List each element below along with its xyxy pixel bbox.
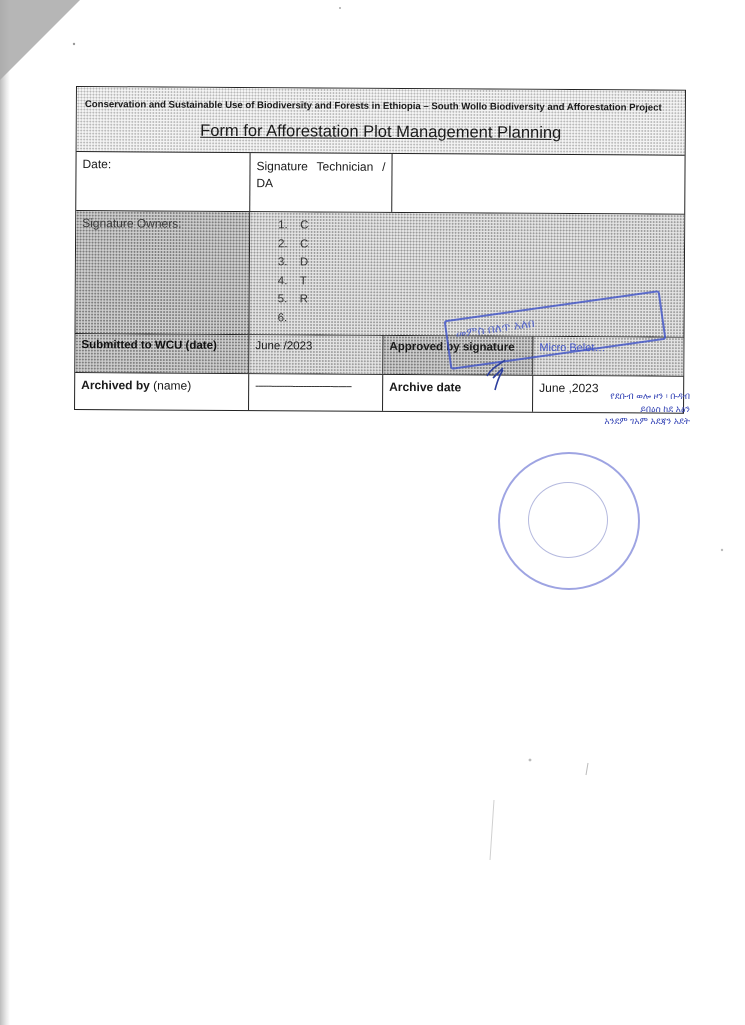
afforestation-form [74,86,686,414]
stamp-note-line: ይበዕስ ከደ አፅን [640,403,690,414]
approved-label: Approved by signature [389,340,515,354]
approved-value: Micro Belet… [539,341,606,355]
submitted-label: Submitted to WCU (date) [81,339,217,352]
folded-page-corner [0,0,80,80]
owner-item: 6. [277,311,288,324]
form-title: Form for Afforestation Plot Management Planning [200,121,562,142]
signature-owners-label: Signature Owners: [82,216,182,231]
project-title: Conservation and Sustainable Use of Biodiversity and Forests in Ethiopia – South Wollo Biodiversity and Afforestation Project [84,99,662,114]
archived-by-label: Archived by [81,378,150,393]
signature-technician-label: Signature Technician / DA [256,159,386,191]
archived-by-value-cell[interactable] [249,374,383,411]
signature-owners-cell [75,211,250,334]
owner-item: 5. R [277,293,309,306]
stamp-note-line: የደቡብ ወሎ ዞን ፡ ቡዳብ [610,391,690,401]
stamp-note-line: አንደም ገአም አደጃን አደት [604,416,690,426]
date-signature-row [76,152,684,215]
signature-technician-value[interactable] [392,154,684,214]
archive-date-label: Archive date [389,379,462,395]
owner-item: 4. T [277,274,307,287]
owner-item: 1. C [278,219,309,232]
submitted-label-cell [75,334,249,373]
submitted-value: June /2023 [255,340,313,353]
owner-item: 3. D [277,256,309,269]
owner-item: 2. C [278,237,309,250]
archived-by-value: ------------------------------------ [255,380,352,393]
signature-technician-cell [250,153,392,212]
archived-by-label-suffix: (name) [149,378,192,393]
approval-stamp-text: መምስ በለጥ አለበ [454,315,536,341]
archived-by-label-cell [75,373,249,410]
date-label: Date: [82,157,112,172]
submitted-value-cell[interactable] [249,335,383,374]
form-header [77,87,685,156]
round-seal-stamp [498,452,640,590]
date-cell[interactable] [76,152,250,211]
handwritten-signature-mark [483,356,511,392]
page-edge-shadow [0,0,10,1025]
archive-date-value: June ,2023 [539,380,599,396]
stamp-notes [530,390,690,428]
